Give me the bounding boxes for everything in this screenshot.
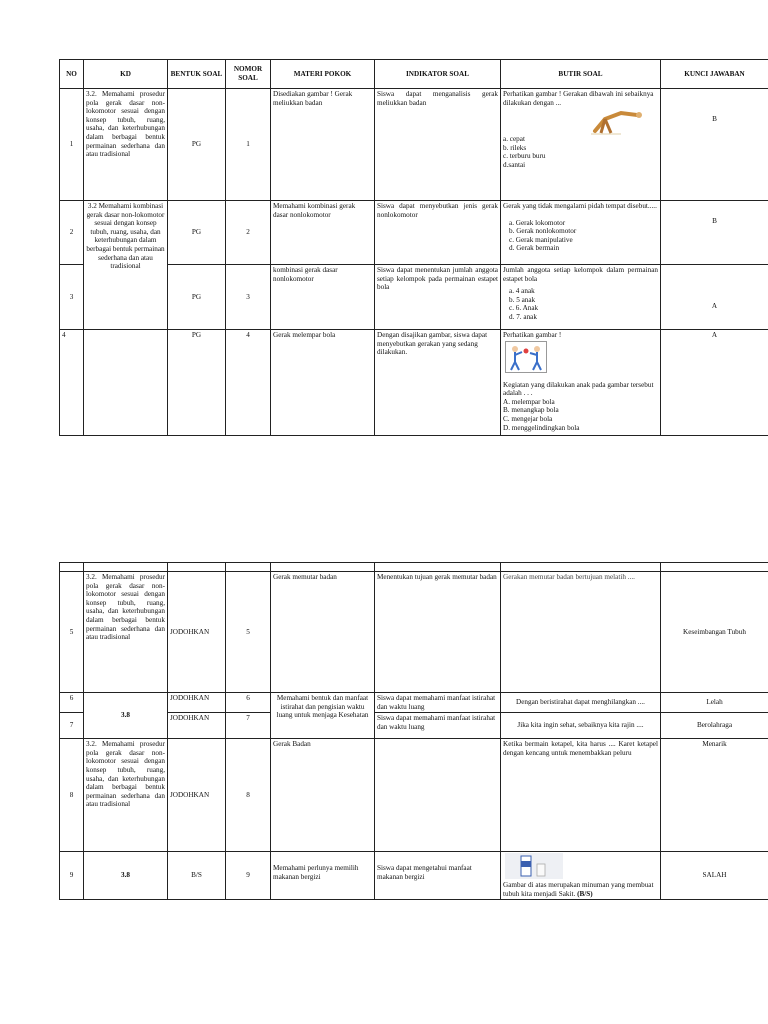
row-number: 8: [60, 739, 84, 852]
ball-throwing-image: [505, 341, 547, 373]
butir-question: Gambar di atas merupakan minuman yang membuat tubuh kita menjadi Sakit.: [503, 881, 654, 898]
indikator-cell: Siswa dapat menentukan jumlah anggota setiap kelompok pada permainan estapet bola: [375, 265, 501, 330]
table-row: [60, 739, 768, 852]
butir-cell: Dengan beristirahat dapat menghilangkan ....: [501, 693, 661, 713]
kunci-cell: B: [661, 89, 768, 201]
header-indikator-soal: INDIKATOR SOAL: [375, 60, 501, 89]
kunci-cell: B: [661, 201, 768, 265]
kunci-cell: A: [661, 265, 768, 330]
indikator-cell: Menentukan tujuan gerak memutar badan: [375, 572, 501, 693]
kunci-cell: Menarik: [661, 739, 768, 852]
header-no: NO: [60, 60, 84, 89]
row-number: 4: [60, 330, 84, 436]
indikator-cell: Siswa dapat menyebutkan jenis gerak nonlokomotor: [375, 201, 501, 265]
butir-cell: Ketika bermain ketapel, kita harus .... Karet ketapel dengan kencang untuk menembakkan peluru: [501, 739, 661, 852]
option-d: d. Gerak bermain: [509, 244, 560, 253]
table-row: [60, 693, 768, 713]
indikator-cell: Siswa dapat memahami manfaat istirahat dan waktu luang: [375, 693, 501, 713]
kd-cell: 3.2 Memahami kombinasi gerak dasar non-lokomotor sesuai dengan konsep tubuh, ruang, usaha, dan keterhubungan dalam berbagai bentuk permainan sederhana dan atau tradisional: [84, 201, 168, 330]
nomor-cell: 8: [226, 739, 271, 852]
bentuk-cell: B/S: [168, 852, 226, 900]
row-number: 7: [60, 713, 84, 739]
option-a: a. 4 anak: [509, 287, 535, 296]
option-a: a. Gerak lokomotor: [509, 218, 566, 227]
nomor-cell: 2: [226, 201, 271, 265]
empty-header-row: [60, 563, 768, 572]
option-b: b. rileks: [503, 143, 527, 152]
butir-question: Jumlah anggota setiap kelompok dalam permainan estapet bola: [503, 266, 658, 283]
header-bentuk-soal: BENTUK SOAL: [168, 60, 226, 89]
row-number: 2: [60, 201, 84, 265]
header-kunci-jawaban: KUNCI JAWABAN: [661, 60, 768, 89]
nomor-cell: 6: [226, 693, 271, 713]
indikator-cell: Siswa dapat menganalisis gerak meliukkan badan: [375, 89, 501, 201]
butir-cell: [501, 330, 661, 436]
butir-cell: [501, 265, 661, 330]
option-c: C. mengejar bola: [503, 414, 553, 423]
bentuk-cell: PG: [168, 89, 226, 201]
header-kd: KD: [84, 60, 168, 89]
header-nomor-soal: NOMOR SOAL: [226, 60, 271, 89]
question-grid-table-1: [59, 59, 768, 436]
nomor-cell: 1: [226, 89, 271, 201]
kunci-cell: A: [661, 330, 768, 436]
bentuk-cell: PG: [168, 330, 226, 436]
row-number: 5: [60, 572, 84, 693]
table-row: [60, 89, 768, 201]
row-number: 6: [60, 693, 84, 713]
kunci-cell: Lelah: [661, 693, 768, 713]
header-row: [60, 60, 768, 89]
materi-cell: Memahami bentuk dan manfaat istirahat dan pengisian waktu luang untuk menjaga Kesehatan: [271, 693, 375, 739]
option-c: c. 6. Anak: [509, 304, 539, 313]
materi-cell: Memahami kombinasi gerak dasar nonlokomotor: [271, 201, 375, 265]
nomor-cell: 3: [226, 265, 271, 330]
butir-cell: Jika kita ingin sehat, sebaiknya kita rajin ....: [501, 713, 661, 739]
butir-question-body: Kegiatan yang dilakukan anak pada gambar tersebut adalah . . .: [503, 380, 654, 398]
butir-question: Perhatikan gambar ! Gerakan dibawah ini sebaiknya dilakukan dengan ...: [503, 90, 654, 107]
nomor-cell: 5: [226, 572, 271, 693]
option-b: B. menangkap bola: [503, 406, 559, 415]
option-a: A. melempar bola: [503, 397, 555, 406]
kunci-cell: SALAH: [661, 852, 768, 900]
option-b: b. Gerak nonlokomotor: [509, 227, 577, 236]
figure-bending-image: [503, 107, 658, 135]
kd-cell: 3.8: [84, 852, 168, 900]
row-number: 9: [60, 852, 84, 900]
option-b: b. 5 anak: [509, 295, 536, 304]
nomor-cell: 4: [226, 330, 271, 436]
materi-cell: Disediakan gambar ! Gerak meliukkan badan: [271, 89, 375, 201]
indikator-cell: [375, 739, 501, 852]
table-row: [60, 852, 768, 900]
question-grid-table-2: [59, 562, 768, 900]
indikator-cell: Siswa dapat mengetahui manfaat makanan bergizi: [375, 852, 501, 900]
bentuk-cell: JODOHKAN: [168, 693, 226, 713]
option-c: c. terburu buru: [503, 152, 546, 161]
kd-cell: 3.2. Memahami prosedur pola gerak dasar non-lokomotor sesuai dengan konsep tubuh, ruang, usaha, dan keterhubungan dalam berbagai bentuk permainan sederhana dan atau tradisional: [84, 89, 168, 201]
kd-cell: 3.2. Memahami prosedur pola gerak dasar non-lokomotor sesuai dengan konsep tubuh, ruang, usaha, dan keterhubungan dalam berbagai bentuk permainan sederhana dan atau tradisional: [84, 572, 168, 693]
butir-cell: [501, 89, 661, 201]
row-number: 3: [60, 265, 84, 330]
table-row: [60, 572, 768, 693]
butir-cell: [501, 852, 661, 900]
bentuk-cell: PG: [168, 265, 226, 330]
bentuk-cell: JODOHKAN: [168, 713, 226, 739]
materi-cell: Gerak memutar badan: [271, 572, 375, 693]
option-d: d. 7. anak: [509, 312, 537, 321]
kd-cell: 3.8: [84, 693, 168, 739]
butir-question: Gerak yang tidak mengalami pidah tempat disebut.....: [503, 202, 657, 210]
butir-question: Perhatikan gambar !: [503, 331, 562, 339]
milk-drink-image: [505, 853, 563, 879]
materi-cell: Gerak Badan: [271, 739, 375, 852]
nomor-cell: 7: [226, 713, 271, 739]
bentuk-cell: PG: [168, 201, 226, 265]
bentuk-cell: JODOHKAN: [168, 572, 226, 693]
butir-cell: Gerakan memutar badan bertujuan melatih ....: [501, 572, 661, 693]
butir-answer-format: (B/S): [577, 889, 593, 898]
table-row: [60, 330, 768, 436]
kd-cell: 3.2. Memahami prosedur pola gerak dasar non-lokomotor sesuai dengan konsep tubuh, ruang, usaha, dan keterhubungan dalam berbagai bentuk permainan sederhana dan atau tradisional: [84, 739, 168, 852]
option-d: d.santai: [503, 160, 526, 169]
kd-cell: [84, 330, 168, 436]
table-row: [60, 201, 768, 265]
option-a: a. cepat: [503, 135, 525, 144]
bentuk-cell: JODOHKAN: [168, 739, 226, 852]
butir-cell: [501, 201, 661, 265]
header-materi-pokok: MATERI POKOK: [271, 60, 375, 89]
materi-cell: Memahami perlunya memilih makanan bergizi: [271, 852, 375, 900]
option-d: D. menggelindingkan bola: [503, 423, 580, 432]
kunci-cell: Keseimbangan Tubuh: [661, 572, 768, 693]
indikator-cell: Siswa dapat memahami manfaat istirahat dan waktu luang: [375, 713, 501, 739]
materi-cell: Gerak melempar bola: [271, 330, 375, 436]
kunci-cell: Berolahraga: [661, 713, 768, 739]
materi-cell: kombinasi gerak dasar nonlokomotor: [271, 265, 375, 330]
nomor-cell: 9: [226, 852, 271, 900]
option-c: c. Gerak manipulative: [509, 235, 573, 244]
row-number: 1: [60, 89, 84, 201]
indikator-cell: Dengan disajikan gambar, siswa dapat menyebutkan gerakan yang sedang dilakukan.: [375, 330, 501, 436]
header-butir-soal: BUTIR SOAL: [501, 60, 661, 89]
